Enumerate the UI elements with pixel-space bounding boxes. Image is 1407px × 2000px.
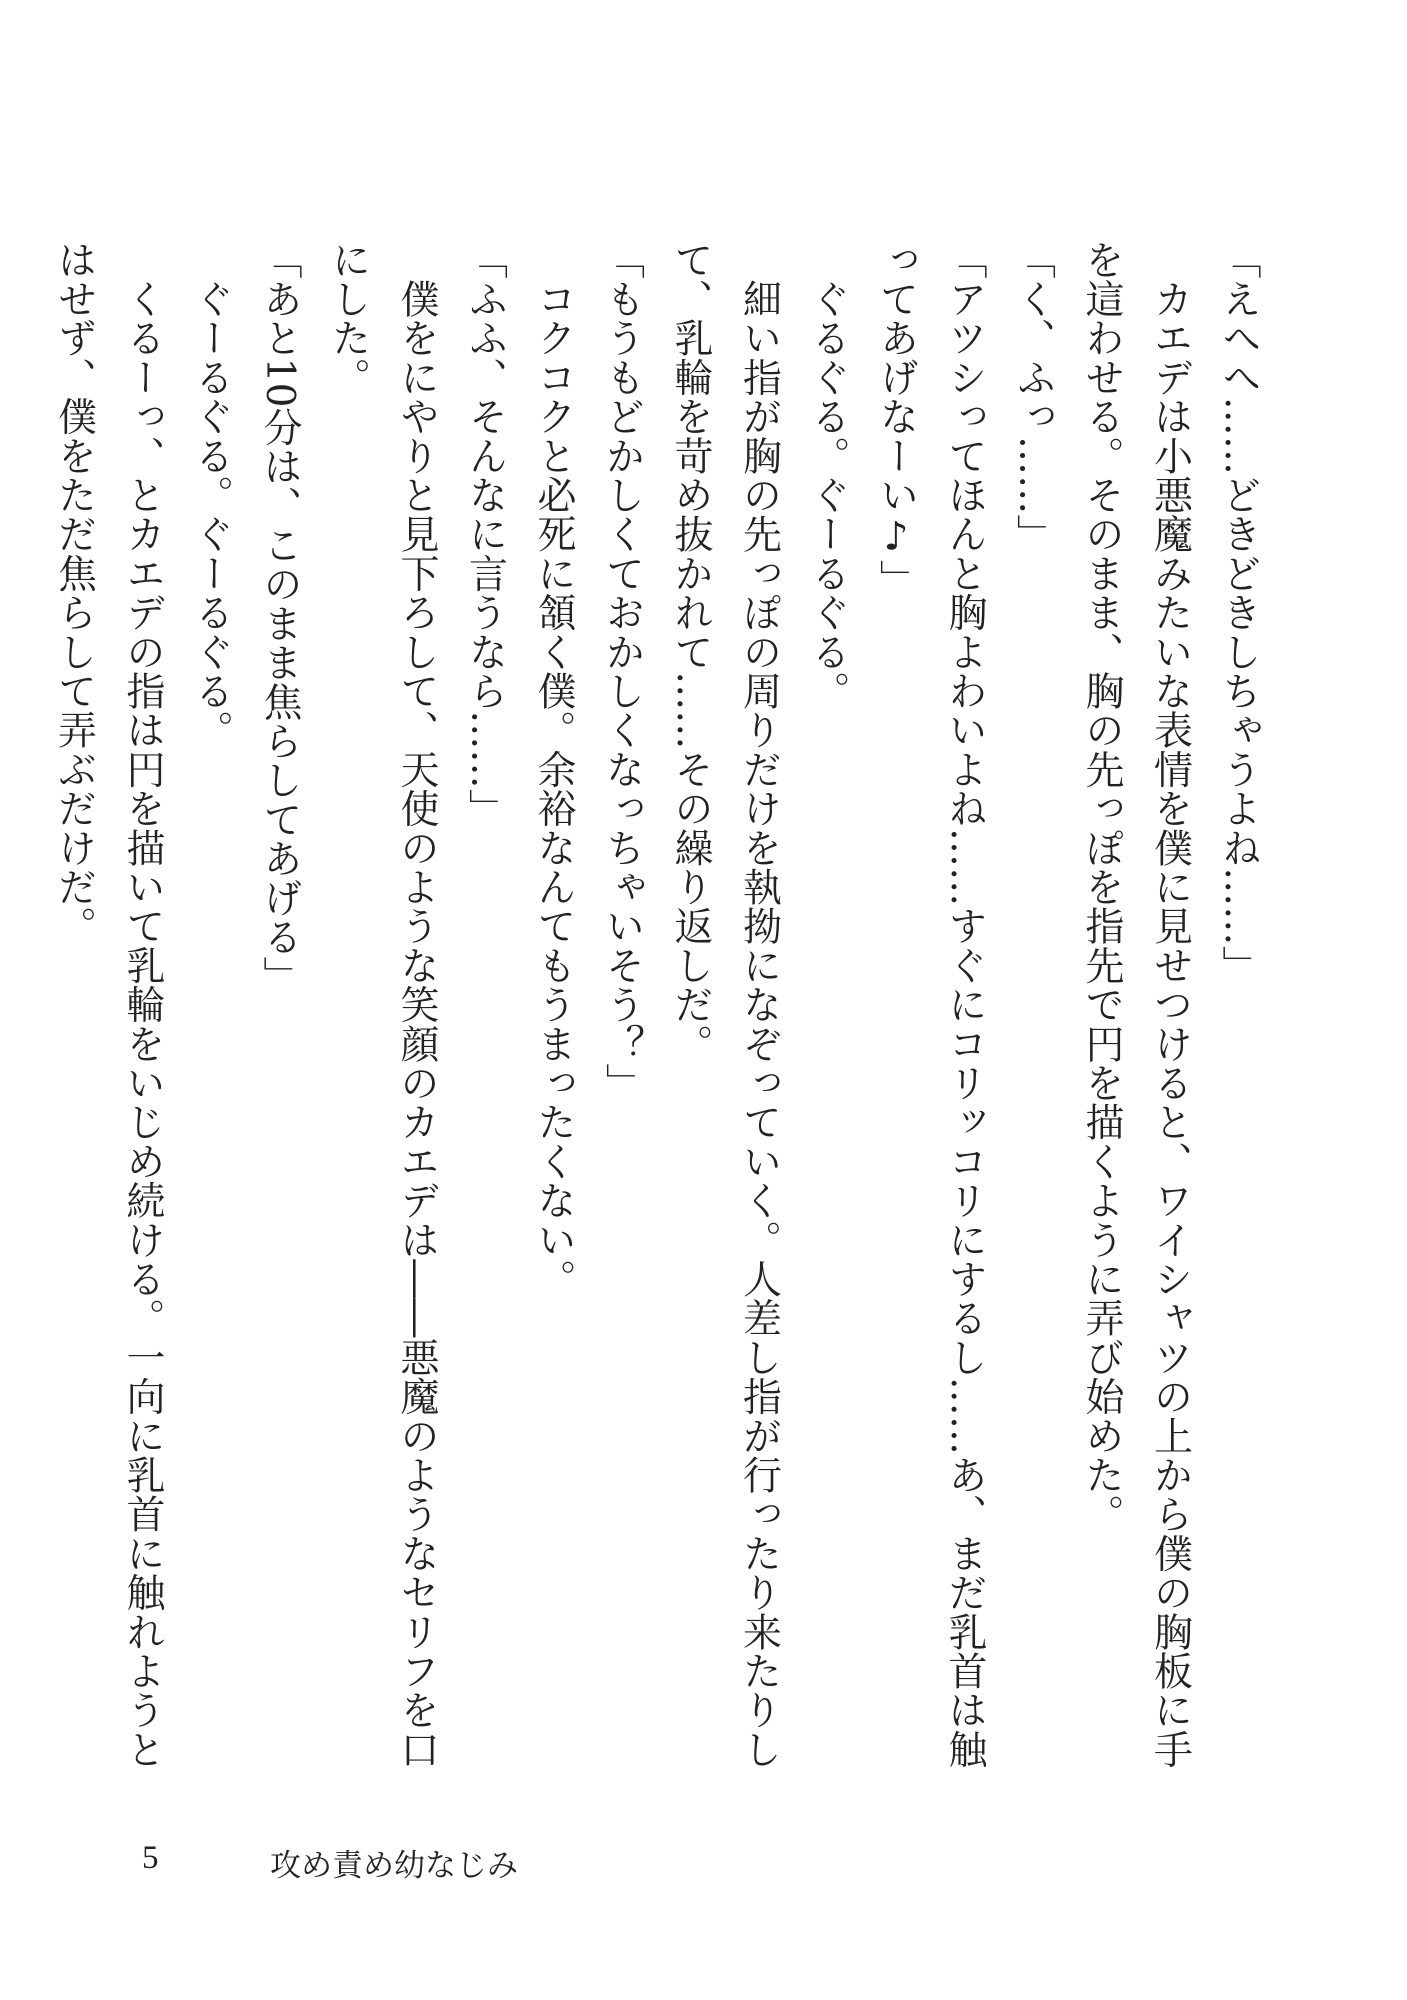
narration-paragraph: カエデは小悪魔みたいな表情を僕に見せつけると、ワイシャツの上から僕の胸板に手を這わせる。そのまま、胸の先っぽを指先で円を描くように弄び始めた。 — [1079, 240, 1193, 1769]
dialogue-line: 「もうもどかしくておかしくなっちゃいそう？」 — [599, 240, 645, 1103]
book-title: 攻め責め幼なじみ — [270, 1848, 518, 1884]
narration-paragraph: コクコクと必死に頷く僕。余裕なんてもうまったくない。 — [531, 240, 576, 1299]
dialogue-line: 「あと10分は、このまま焦らしてあげる」 — [257, 240, 302, 996]
page-number: 5 — [142, 1840, 159, 1876]
narration-paragraph: くるーっ、とカエデの指は円を描いて乳輪をいじめ続ける。一向に乳首に触れようとはせず、僕をただ焦らして弄ぶだけだ。 — [51, 240, 165, 1769]
narration-paragraph: 僕をにやりと見下ろして、天使のような笑顔のカエデは――悪魔のようなセリフを口にした。 — [325, 240, 439, 1769]
dialogue-line: 「ふふ、そんなに言うなら……」 — [462, 240, 508, 828]
narration-paragraph: ぐーるぐる。ぐーるぐる。 — [188, 240, 234, 750]
dialogue-line: 「えへへ……どきどきしちゃうよね……」 — [1216, 240, 1261, 985]
vertical-text-body — [51, 240, 1272, 1800]
narration-paragraph: ぐるぐる。ぐーるぐる。 — [805, 240, 850, 711]
dialogue-line: 「く、ふっ……」 — [1010, 240, 1056, 554]
narration-paragraph: 細い指が胸の先っぽの周りだけを執拗になぞっていく。人差し指が行ったり来たりして、乳輪を苛め抜かれて……その繰り返しだ。 — [668, 240, 782, 1769]
dialogue-line: 「アツシってほんと胸よわいよね……すぐにコリッコリにするし……あ、まだ乳首は触ってあげなーい♪」 — [873, 240, 987, 1769]
